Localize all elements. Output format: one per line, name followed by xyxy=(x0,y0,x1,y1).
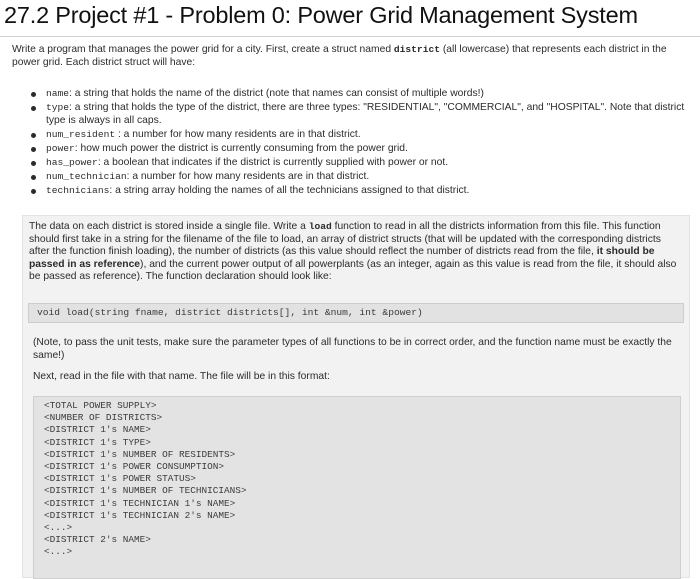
field-name-code: type xyxy=(46,102,70,114)
file-format-line: <DISTRICT 1's POWER STATUS> xyxy=(44,473,196,485)
file-format-line: <DISTRICT 1's NAME> xyxy=(44,424,151,436)
intro-text-2: (all lowercase) that represents each district in the power grid. Each district struct will have: xyxy=(12,44,667,68)
struct-field-item xyxy=(46,185,686,198)
struct-field-list xyxy=(24,88,686,199)
intro-text-1: Write a program that manages the power grid for a city. First, create a struct named xyxy=(12,44,394,55)
file-format-line: <DISTRICT 1's NUMBER OF RESIDENTS> xyxy=(44,448,236,460)
field-name-code: num_technician xyxy=(46,171,127,183)
note-paragraph: (Note, to pass the unit tests, make sure the parameter types of all functions to be in correct order, and the function name must be exactly the same!) xyxy=(33,337,672,361)
file-format-line: <DISTRICT 1's TECHNICIAN 2's NAME> xyxy=(44,509,236,521)
struct-name-code: district xyxy=(393,44,440,55)
field-description: : a string that holds the name of the district (note that names can consist of multiple words!) xyxy=(69,88,484,99)
field-description: : a boolean that indicates if the district is currently supplied with power or not. xyxy=(97,156,449,168)
instructions-panel xyxy=(22,215,690,578)
struct-field-item xyxy=(46,102,686,127)
page-title: 27.2 Project #1 - Problem 0: Power Grid Management System xyxy=(4,2,638,28)
struct-field-item xyxy=(46,88,686,101)
function-declaration-code: void load(string fname, district districts[], int &num, int &power) xyxy=(28,303,684,323)
file-format-line: <NUMBER OF DISTRICTS> xyxy=(44,412,163,424)
data-text-bold: it should be passed in as reference xyxy=(29,246,655,270)
data-text-2: function to read in all the districts information from this file. This function should first take in a string for the filename of the file to load, an array of district structs (that will be updated with the corresponding districts after the function finish loading), the number of districts (as this value should reflect the number of districts read from the file, xyxy=(29,221,661,257)
load-function-paragraph xyxy=(29,221,683,284)
field-name-code: technicians xyxy=(46,185,110,197)
file-format-line: <DISTRICT 1's TYPE> xyxy=(44,436,151,448)
file-format-line: <...> xyxy=(44,522,73,534)
intro-paragraph xyxy=(12,44,688,69)
field-description: : a string that holds the type of the district, there are three types: "RESIDENTIAL", "COMMERCIAL", and "HOSPITAL". Note that district type is always in all caps. xyxy=(46,102,685,126)
field-name-code: power xyxy=(46,142,75,154)
file-format-line: <DISTRICT 1's TECHNICIAN 1's NAME> xyxy=(44,497,236,509)
field-name-code: name xyxy=(46,88,70,99)
file-format-intro: Next, read in the file with that name. The file will be in this format: xyxy=(33,371,330,382)
file-format-line: <TOTAL POWER SUPPLY> xyxy=(44,400,157,411)
field-description: : a number for how many residents are in that district. xyxy=(126,171,370,183)
struct-field-item xyxy=(46,157,686,170)
struct-field-item xyxy=(46,171,686,184)
field-name-code: num_resident xyxy=(46,128,116,140)
struct-field-item xyxy=(46,129,686,142)
load-function-name: load xyxy=(308,221,332,232)
data-text-3: ), and the current power output of all powerplants (as an integer, again as this value is read from the file, it should also be passed as reference). The function declaration should look like: xyxy=(29,258,677,282)
field-description: : a number for how many residents are in that district. xyxy=(115,128,361,140)
file-format-code-block xyxy=(33,396,681,579)
field-name-code: has_power xyxy=(46,156,98,168)
file-format-line: <DISTRICT 1's POWER CONSUMPTION> xyxy=(44,461,225,473)
file-format-line: <...> xyxy=(44,546,73,558)
file-format-line: <DISTRICT 2's NAME> xyxy=(44,534,151,546)
struct-field-item xyxy=(46,143,686,156)
title-divider xyxy=(0,36,700,37)
field-description: : how much power the district is currently consuming from the power grid. xyxy=(74,142,408,154)
data-text-1: The data on each district is stored inside a single file. Write a xyxy=(29,221,309,232)
file-format-line: <DISTRICT 1's NUMBER OF TECHNICIANS> xyxy=(44,485,247,497)
field-description: : a string array holding the names of all the technicians assigned to that district. xyxy=(109,185,470,197)
